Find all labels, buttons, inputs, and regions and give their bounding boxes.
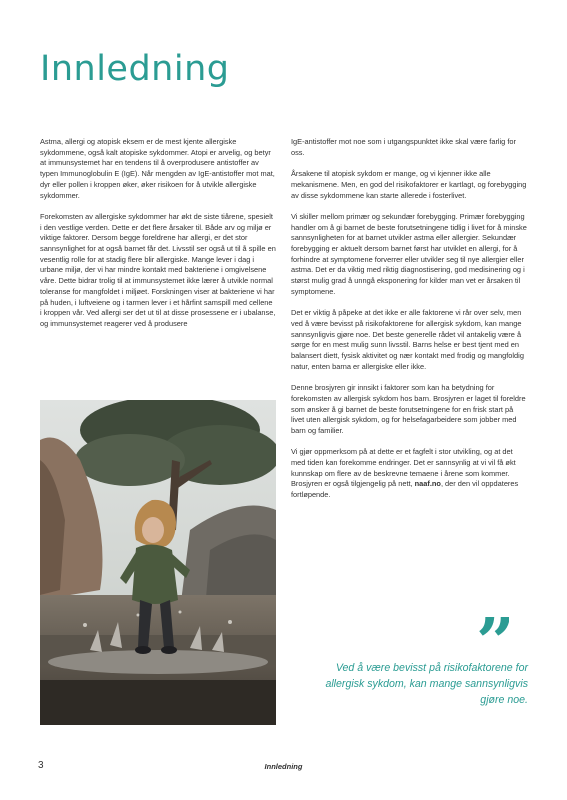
website-link[interactable]: naaf.no bbox=[414, 479, 441, 489]
pull-quote: Ved å være bevisst på risikofaktorene for allergisk sykdom, kan mange sannsynligvis gjøre noe. bbox=[325, 662, 528, 706]
paragraph-text: , der den vil oppdateres fortløpende. bbox=[291, 479, 519, 500]
paragraph: Forekomsten av allergiske sykdommer har økt de siste tiårene, spesielt i den vestlige verden. Dette er det flere årsaker til. Både arv og miljø er viktige faktorer. Dersom begge foreldrene har allergi, er det stor sannsynlighet for at også barnet får det. Livsstil ser også ut til å spille en vesentlig rolle for at stadig flere blir allergiske. Mange lever i dag i urbane miljø, der vi har mindre kontakt med bakteriene i omgivelsene våre. Dette bidrar trolig til at immunsystemet ikke lærer å utvikle normal toleranse for mangfoldet i miljøet. Forskningen viser at bakteriene vi har på huden, i luftveiene og i tarmen lever i et hårfint samspill med cellene i kroppen vår. Ved allergi ser det ut til at disse prosessene er i ubalanse, og immunsystemet reagerer ved å produsere bbox=[40, 211, 276, 328]
right-column bbox=[291, 137, 527, 501]
left-column bbox=[40, 137, 276, 330]
page-title: Innledning bbox=[40, 49, 230, 89]
photo-child-jumping-in-puddle bbox=[40, 400, 276, 725]
paragraph: Det er viktig å påpeke at det ikke er alle faktorene vi rår over selv, men ved å være bevisst på risikofaktorene for allergisk sykdom, kan mange sannsynligvis gjøre noe. Det beste generelle rådet vil antakelig være å sørge for en mest mulig sunn livsstil. Barns helse er best tjent med en balansert diett, fysisk aktivitet og nær kontakt med frodig og mangfoldig natur, enten barna er allergiske eller ikke. bbox=[291, 308, 524, 371]
paragraph: Denne brosjyren gir innsikt i faktorer som kan ha betydning for forekomsten av allergisk sykdom hos barn. Brosjyren er laget til foreldre som ønsker å gi barnet de beste forutsetningene for en frisk start på livet uten allergisk sykdom, og for helsefagarbeidere som jobber med barn og familier. bbox=[291, 383, 526, 435]
paragraph: Årsakene til atopisk sykdom er mange, og vi kjenner ikke alle mekanismene. Men, en god del risikofaktorer er kartlagt, og forebygging av disse sykdommene kan starte allerede i fosterlivet. bbox=[291, 169, 527, 200]
paragraph: IgE-antistoffer mot noe som i utgangspunktet ikke skal være farlig for oss. bbox=[291, 137, 516, 157]
paragraph: Astma, allergi og atopisk eksem er de mest kjente allergiske sykdommene, også kalt atopiske sykdommer. Atopi er arvelig, og betyr at immunsystemet har en tendens til å overprodusere antistoffer av typen Immunoglobulin E (IgE). Når mengden av IgE-antistoffer mot mat, dyr eller pollen i kroppen øker, øker risikoen for å utvikle allergiske sykdommer. bbox=[40, 137, 275, 200]
paragraph bbox=[291, 447, 527, 501]
page-number: 3 bbox=[38, 760, 44, 771]
footer-title: Innledning bbox=[264, 762, 303, 771]
paragraph-text: Vi gjør oppmerksom på at dette er et fagfelt i stor utvikling, og at det med tiden kan forekomme endringer. Det er sannsynlig at vi vil få økt kunnskap om flere av de beskrevne temaene i årene som kommer. Brosjyren er også tilgjengelig på nett, bbox=[291, 447, 516, 489]
quote-mark-icon: ” bbox=[476, 617, 510, 669]
paragraph: Vi skiller mellom primær og sekundær forebygging. Primær forebygging handler om å gi barnet de beste forutsetningene tidlig i livet for å minske sannsynligheten for at barnet utvikler astma eller allergier. Sekundær forebygging er aktuelt dersom barnet først har utviklet en allergi, for å forhindre at symptomene forverrer eller utvikler seg til nye allergier eller astma. Det er da viktig med riktig diagnostisering, god medisinering og i størst mulig grad å unngå eksponering for kilder man vet er årsaken til symptomene. bbox=[291, 211, 527, 296]
